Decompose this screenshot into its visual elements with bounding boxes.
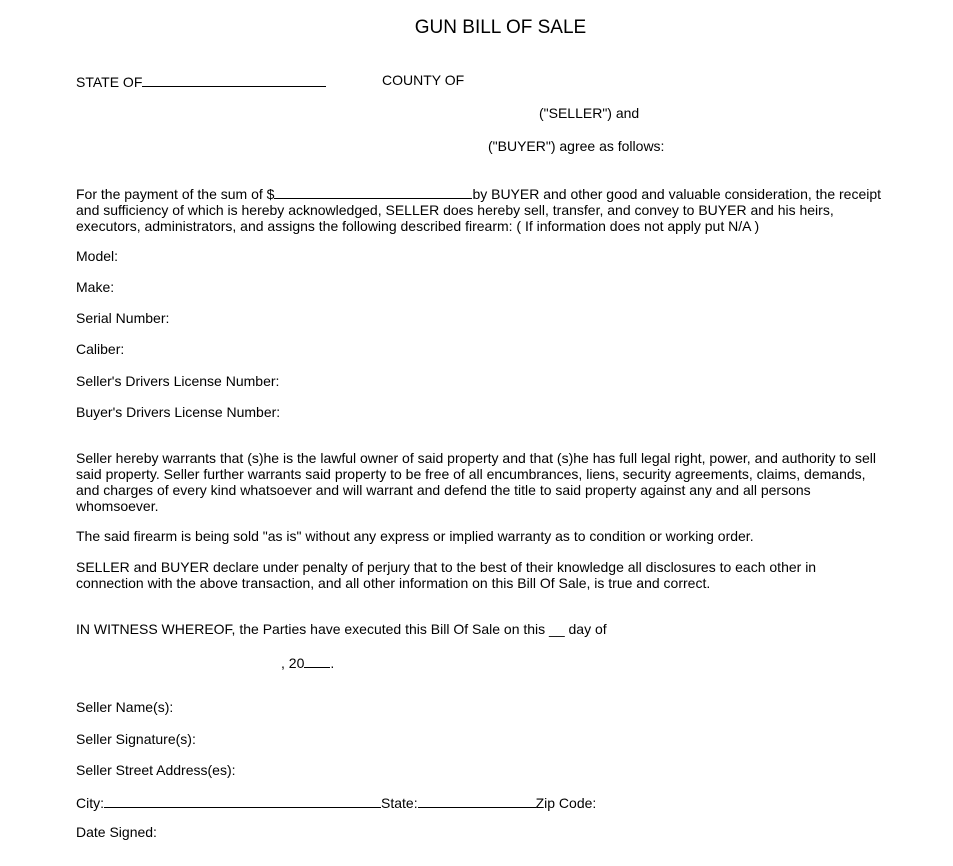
declaration-paragraph <box>76 559 906 591</box>
declaration-line-1: SELLER and BUYER declare under penalty of perjury that to the best of their knowledge all disclosures to each other in <box>76 559 817 575</box>
payment-line-3: executors, administrators, and assigns the following described firearm: ( If information does not apply put N/A ) <box>76 218 760 234</box>
date-signed-label: Date Signed: <box>76 824 157 840</box>
payment-paragraph <box>76 184 906 234</box>
warranty-line-3: and charges of every kind whatsoever and will warrant and defend the title to said property against any and all persons <box>76 482 811 498</box>
witness-line: IN WITNESS WHEREOF, the Parties have executed this Bill Of Sale on this __ day of <box>76 621 607 637</box>
warranty-line-2: said property. Seller further warrants said property to be free of all encumbrances, liens, security agreements, claims, demands, <box>76 466 866 482</box>
model-label: Model: <box>76 248 119 264</box>
payment-line-2: and sufficiency of which is hereby acknowledged, SELLER does hereby sell, transfer, and convey to BUYER and his heirs, <box>76 202 834 218</box>
city-label: City: <box>76 795 104 811</box>
seller-address-label: Seller Street Address(es): <box>76 762 236 778</box>
city-state-zip-row <box>76 793 596 811</box>
payment-line-1 <box>76 184 906 202</box>
as-is-clause: The said firearm is being sold "as is" without any express or implied warranty as to condition or working order. <box>76 528 754 544</box>
buyer-license-label: Buyer's Drivers License Number: <box>76 404 281 420</box>
state-blank[interactable] <box>142 72 326 87</box>
payment-sum-label: For the payment of the sum of $ <box>76 186 275 202</box>
document-title: GUN BILL OF SALE <box>414 17 587 38</box>
zip-label: Zip Code: <box>535 795 597 811</box>
year-suffix: . <box>330 655 335 671</box>
warranty-paragraph <box>76 450 906 514</box>
city-blank[interactable] <box>104 793 381 808</box>
year-line <box>281 653 334 671</box>
county-label: COUNTY OF <box>382 72 465 88</box>
state-label: STATE OF <box>76 74 143 90</box>
serial-number-label: Serial Number: <box>76 310 170 326</box>
caliber-label: Caliber: <box>76 341 125 357</box>
year-prefix: , 20 <box>281 655 305 671</box>
seller-party-line: ("SELLER") and <box>539 105 640 121</box>
state-field-label: State: <box>381 795 418 811</box>
state-field-blank[interactable] <box>418 793 536 808</box>
seller-signatures-label: Seller Signature(s): <box>76 731 196 747</box>
seller-license-label: Seller's Drivers License Number: <box>76 373 280 389</box>
year-blank[interactable] <box>304 653 330 668</box>
declaration-line-2: connection with the above transaction, and all other information on this Bill Of Sale, is true and correct. <box>76 575 711 591</box>
payment-sum-blank[interactable] <box>274 184 472 199</box>
warranty-line-1: Seller hereby warrants that (s)he is the lawful owner of said property and that (s)he has full legal right, power, and authority to sell <box>76 450 876 466</box>
make-label: Make: <box>76 279 115 295</box>
payment-consideration-text: by BUYER and other good and valuable consideration, the receipt <box>472 186 882 202</box>
seller-names-label: Seller Name(s): <box>76 699 174 715</box>
state-row <box>76 72 326 90</box>
warranty-line-4: whomsoever. <box>76 498 159 514</box>
buyer-party-line: ("BUYER") agree as follows: <box>488 138 665 154</box>
